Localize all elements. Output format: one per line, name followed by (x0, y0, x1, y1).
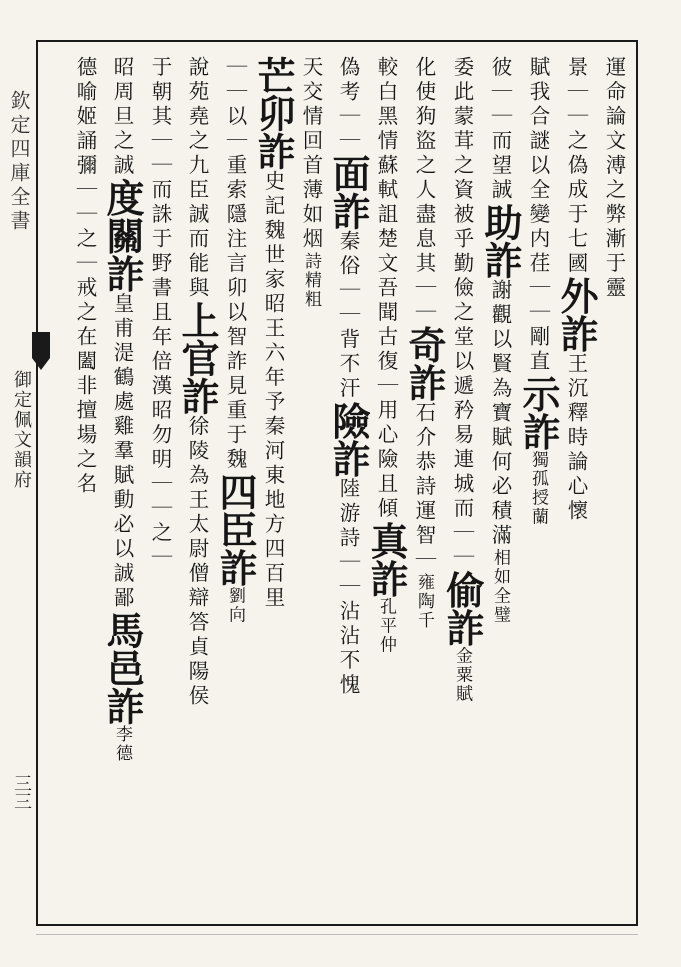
text-segment: 史記魏世家昭王六年予秦河東地方四百里 (261, 170, 285, 611)
text-segment: 堂以遞矜易連城而｜｜ (450, 325, 474, 571)
headword: 外詐 (554, 276, 599, 353)
text-column (100, 56, 145, 916)
text-segment: 劉向 (225, 586, 245, 625)
text-segment: 秦俗｜｜背不汗 (336, 230, 360, 402)
text-column (364, 56, 409, 916)
text-segment: 書且年倍漢昭勿明｜｜之｜ (148, 276, 172, 571)
text-segment: 運命論文溥之弊漸于靈 (602, 56, 626, 301)
headword: 真詐 (364, 521, 409, 598)
text-segment: 陸游詩｜｜沾沾不愧 (336, 477, 360, 698)
text-segment: ｜｜之｜戒之在闔非擅場之名 (73, 178, 97, 497)
text-column (292, 56, 329, 916)
text-column (213, 56, 258, 916)
text-segment: 孔平仲 (376, 597, 396, 655)
text-segment: ｜｜以｜重索隱注言卯以智詐見重于魏 (223, 56, 247, 473)
headword: 險詐 (326, 401, 371, 478)
text-column (440, 56, 485, 916)
text-segment: 獨孤授蘭 (528, 450, 548, 527)
bottom-rule (36, 934, 638, 935)
headword: 馬邑詐 (100, 611, 145, 725)
page-margin (0, 40, 36, 926)
text-segment: 石介恭詩運智｜ (412, 401, 436, 573)
text-segment: 李德 (112, 725, 132, 763)
text-segment: 景｜｜之偽成于七國 (564, 56, 588, 277)
text-segment: 雍陶千 (414, 573, 434, 630)
text-segment: 相如全璧 (490, 548, 510, 625)
headword: 示詐 (516, 374, 561, 451)
text-segment: 内荏｜｜剛直 (526, 227, 550, 375)
text-segment: 德喻姬誦彌 (73, 56, 97, 179)
text-segment: 金粟賦 (452, 646, 472, 704)
text-column (478, 56, 523, 916)
book-title-margin: 欽定四庫全書 (7, 90, 31, 234)
headword: 芒卯詐 (251, 56, 296, 170)
text-segment: 偽考｜｜ (336, 56, 360, 154)
page-number: 三三 (11, 774, 32, 810)
text-segment: 彼｜｜而望誠 (488, 56, 512, 203)
text-segment: 天交情回首薄如烟 (299, 56, 323, 252)
text-column (402, 56, 447, 916)
text-segment: 昭周旦之誠 (110, 56, 134, 179)
text-segment: 較白黑情 (374, 56, 398, 154)
headword: 度關詐 (100, 178, 145, 293)
text-column (326, 56, 371, 916)
main-text (70, 56, 632, 916)
text-column (251, 56, 296, 916)
text-segment: 委此蒙茸之資被乎勤儉之 (450, 56, 474, 326)
headword: 奇詐 (402, 325, 447, 402)
text-segment: 化使狗盜之人盡息其｜｜ (412, 56, 436, 326)
text-segment: 謝觀以賢為寶賦何必積滿 (488, 279, 512, 549)
text-column (70, 56, 103, 916)
text-segment: 蘇軾詛楚文吾聞古 (374, 154, 398, 350)
text-column (141, 56, 178, 916)
section-title-margin: 御定佩文韻府 (11, 370, 32, 490)
text-column (595, 56, 632, 916)
text-column (554, 56, 599, 916)
text-segment: 徐陵為王太尉僧辯答貞陽侯 (185, 415, 209, 709)
headword: 偷詐 (440, 570, 485, 647)
headword: 四臣詐 (213, 472, 258, 587)
text-segment: 皇甫湜鶴處雞羣賦動必以誠鄙 (110, 292, 134, 611)
headword: 上官詐 (175, 301, 220, 415)
text-segment: 于朝其｜｜而誅于野 (148, 56, 172, 277)
text-column (516, 56, 561, 916)
headword: 面詐 (326, 154, 371, 230)
headword: 助詐 (478, 203, 523, 279)
text-segment: 賦我合謎以全變 (526, 56, 550, 228)
text-segment: 王沉釋時論心懷 (564, 352, 588, 524)
text-segment: 復｜用心險且傾 (374, 350, 398, 522)
text-column (175, 56, 220, 916)
text-segment: 說苑堯之九臣誠而能與 (185, 56, 209, 301)
text-segment: 詩精粗 (301, 252, 321, 309)
